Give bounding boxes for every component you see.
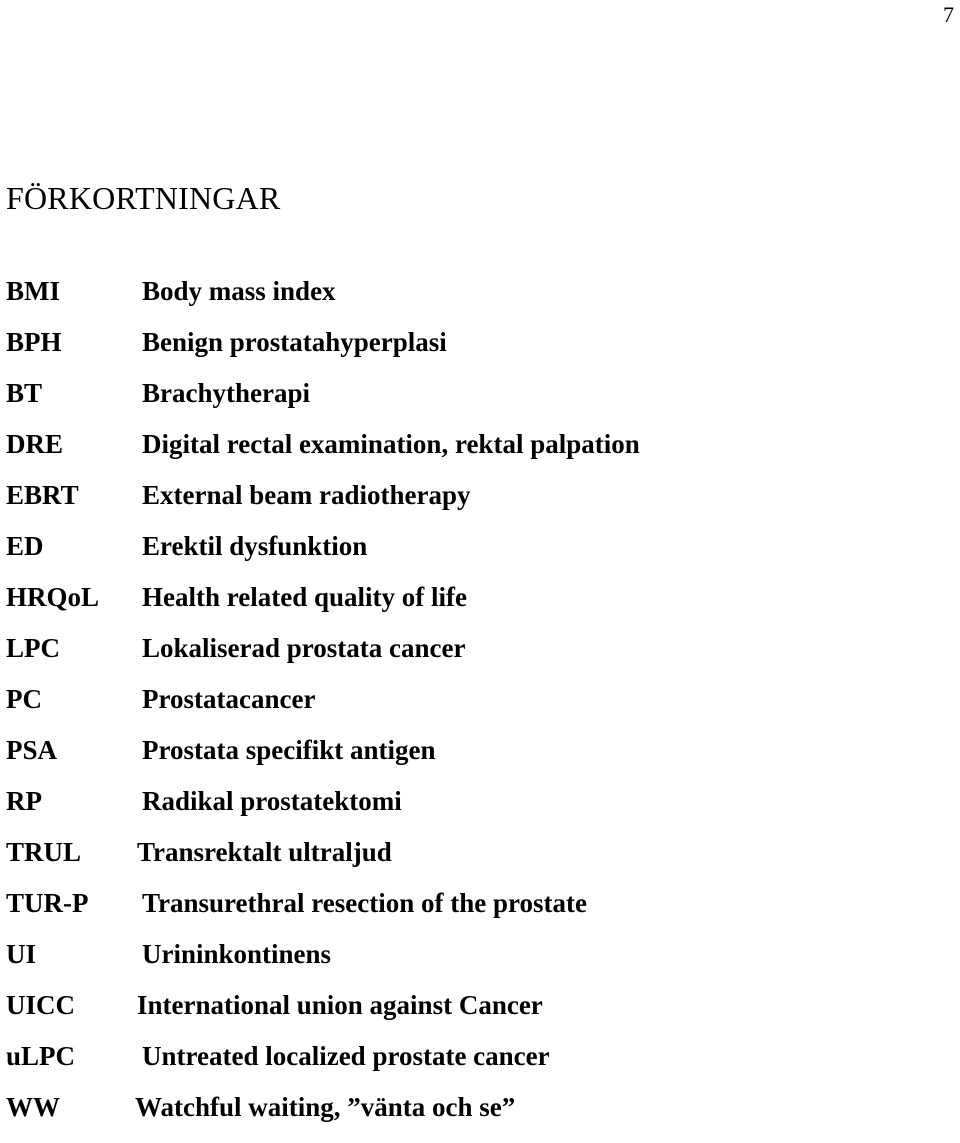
abbreviation-definition: Transrektalt ultraljud (137, 837, 392, 867)
abbreviation-row-bph (0, 327, 960, 378)
abbreviation-definition: Watchful waiting, ”vänta och se” (135, 1092, 516, 1122)
abbreviation-definition: Digital rectal examination, rektal palpation (142, 429, 640, 459)
abbreviation-row-dre (0, 429, 960, 480)
abbreviation-term: WW (6, 1092, 60, 1122)
abbreviation-term: EBRT (6, 480, 79, 510)
abbreviation-definition: International union against Cancer (137, 990, 543, 1020)
abbreviation-row-ed (0, 531, 960, 582)
abbreviation-definition: Benign prostatahyperplasi (142, 327, 447, 357)
abbreviation-term: BMI (6, 276, 60, 306)
abbreviation-row-ebrt (0, 480, 960, 531)
page-title: FÖRKORTNINGAR (6, 180, 281, 216)
abbreviation-term: RP (6, 786, 42, 816)
abbreviation-term: UI (6, 939, 37, 969)
abbreviation-row-trul (0, 837, 960, 888)
abbreviation-row-ulpc (0, 1041, 960, 1092)
abbreviation-row-ww (0, 1092, 960, 1143)
abbreviation-term: TUR-P (6, 888, 89, 918)
abbreviation-term: BT (6, 378, 43, 408)
abbreviation-term: ED (6, 531, 44, 561)
abbreviation-term: HRQoL (6, 582, 100, 612)
abbreviation-definition: Health related quality of life (142, 582, 467, 612)
abbreviation-definition: Body mass index (142, 276, 336, 306)
abbreviation-row-lpc (0, 633, 960, 684)
abbreviation-row-tur-p (0, 888, 960, 939)
abbreviation-row-bmi (0, 276, 960, 327)
abbreviation-row-uicc (0, 990, 960, 1041)
abbreviation-row-psa (0, 735, 960, 786)
abbreviation-term: PC (6, 684, 42, 714)
abbreviation-definition: Prostatacancer (142, 684, 316, 714)
abbreviation-definition: Prostata specifikt antigen (142, 735, 436, 765)
abbreviation-term: DRE (6, 429, 64, 459)
page-number: 7 (943, 2, 954, 27)
abbreviation-term: LPC (6, 633, 60, 663)
abbreviation-definition: External beam radiotherapy (142, 480, 471, 510)
abbreviation-definition: Untreated localized prostate cancer (142, 1041, 550, 1071)
abbreviation-definition: Brachytherapi (142, 378, 310, 408)
abbreviation-row-bt (0, 378, 960, 429)
abbreviation-row-rp (0, 786, 960, 837)
abbreviation-definition: Lokaliserad prostata cancer (142, 633, 466, 663)
abbreviation-definition: Radikal prostatektomi (142, 786, 402, 816)
abbreviation-list (0, 276, 960, 1143)
abbreviation-definition: Erektil dysfunktion (142, 531, 368, 561)
abbreviation-term: BPH (6, 327, 62, 357)
abbreviation-term: uLPC (6, 1041, 76, 1071)
abbreviation-term: TRUL (6, 837, 82, 867)
abbreviation-row-ui (0, 939, 960, 990)
abbreviation-term: UICC (6, 990, 76, 1020)
abbreviation-row-pc (0, 684, 960, 735)
abbreviation-row-hrqol (0, 582, 960, 633)
abbreviation-definition: Urininkontinens (142, 939, 332, 969)
abbreviation-definition: Transurethral resection of the prostate (142, 888, 587, 918)
abbreviation-term: PSA (6, 735, 58, 765)
